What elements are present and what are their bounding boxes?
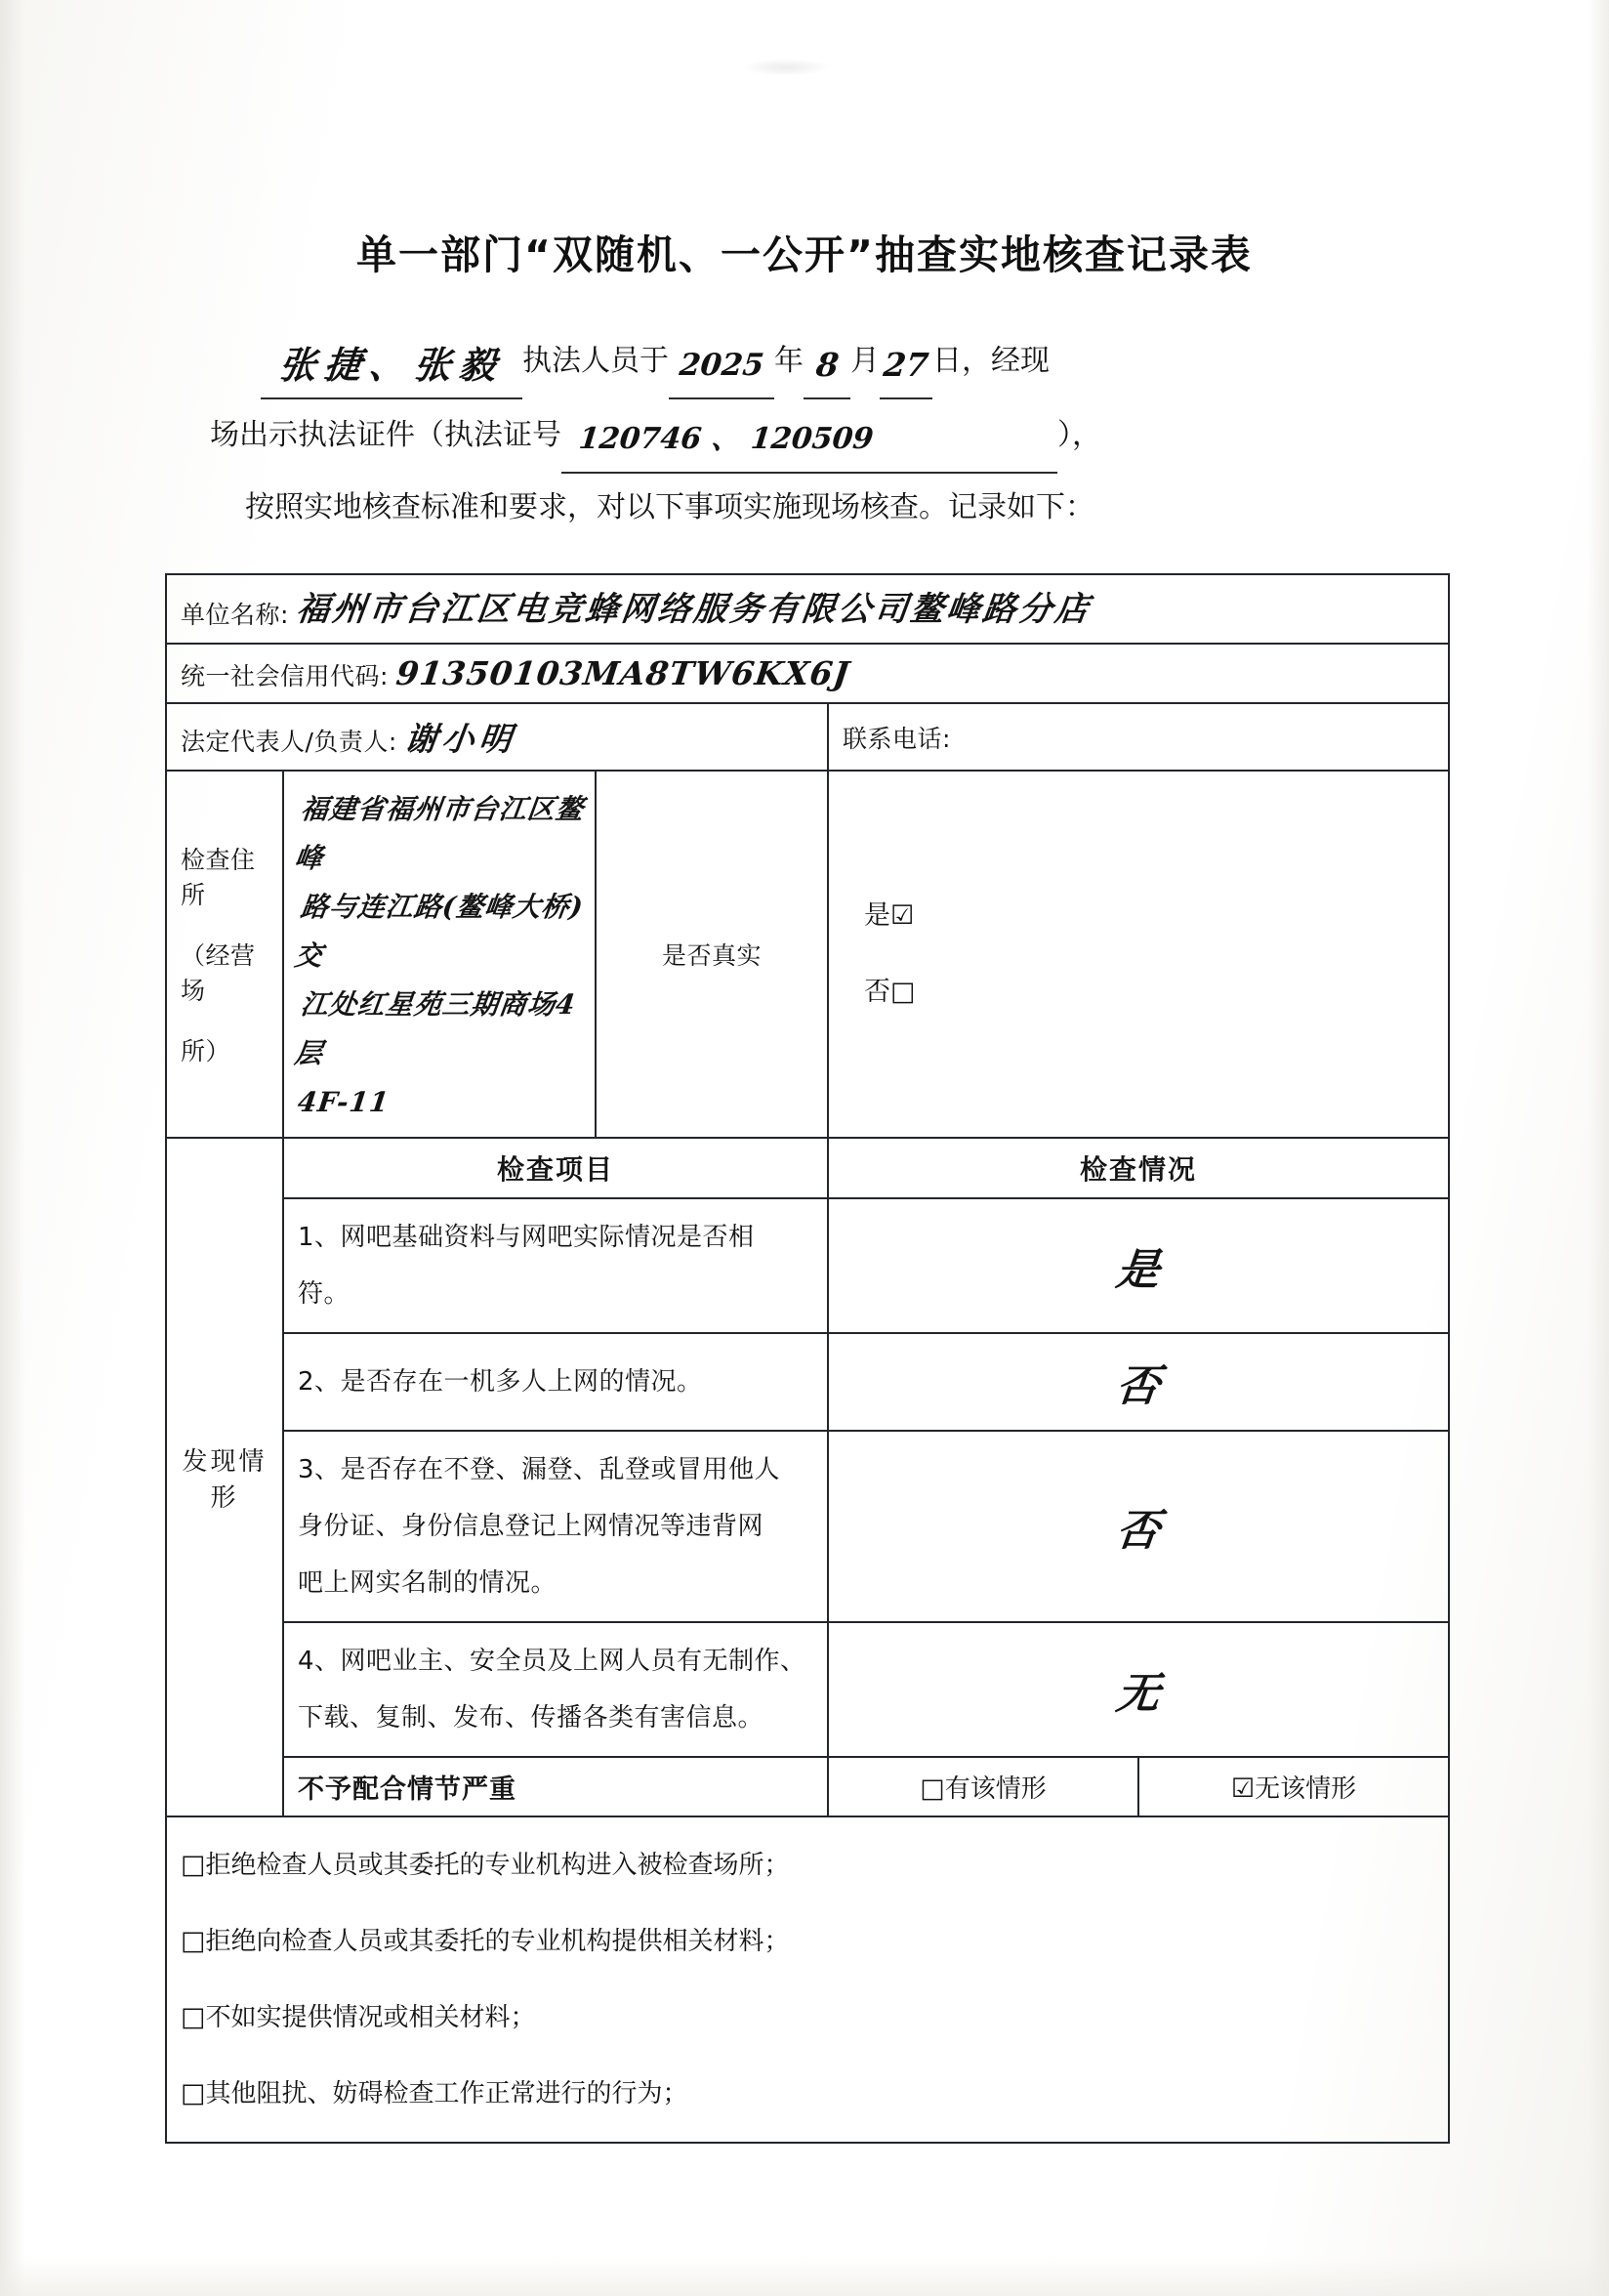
unit-name-cell bbox=[166, 574, 1449, 644]
phone-label: 联系电话: bbox=[843, 724, 951, 753]
address-value-line-3: 江处红星苑三期商场4层 bbox=[292, 988, 578, 1069]
address-label-line-2: （经营场 bbox=[181, 941, 256, 1005]
severe-has-checkbox[interactable]: □ bbox=[920, 1774, 945, 1804]
cert-number-field[interactable]: 120746 、 120509 bbox=[561, 399, 1057, 474]
refusal-item-2-checkbox[interactable]: □ bbox=[181, 1926, 206, 1956]
item-3-line-3: 吧上网实名制的情况。 bbox=[298, 1568, 557, 1598]
item-3-line-1: 3、是否存在不登、漏登、乱登或冒用他人 bbox=[298, 1455, 781, 1484]
item-4-line-1: 4、网吧业主、安全员及上网人员有无制作、 bbox=[298, 1647, 806, 1676]
refusal-item-4-checkbox[interactable]: □ bbox=[181, 2078, 206, 2108]
refusal-item-1-checkbox[interactable]: □ bbox=[181, 1850, 206, 1880]
intro-static-3: 按照实地核查标准和要求，对以下事项实施现场核查。记录如下： bbox=[245, 490, 1094, 524]
truth-options-cell bbox=[828, 771, 1449, 1138]
day-unit-label: 日，经现 bbox=[932, 344, 1050, 378]
truth-yes-checkbox[interactable]: ☑ bbox=[890, 900, 915, 931]
inspection-record-table bbox=[165, 573, 1450, 2144]
table-row-column-headers bbox=[166, 1138, 1449, 1198]
table-row-address bbox=[166, 771, 1449, 1138]
refusal-list-cell bbox=[166, 1816, 1449, 2143]
truth-label-cell bbox=[596, 771, 828, 1138]
item-4-line-2: 下载、复制、发布、传播各类有害信息。 bbox=[298, 1703, 764, 1732]
item-2-result[interactable]: 否 bbox=[823, 1333, 1455, 1431]
refusal-item-1-label: 拒绝检查人员或其委托的专业机构进入被检查场所； bbox=[205, 1851, 790, 1880]
legal-rep-cell bbox=[166, 703, 828, 771]
intro-line-1 bbox=[210, 323, 1428, 397]
address-label-cell bbox=[166, 771, 283, 1138]
unit-name-label: 单位名称: bbox=[181, 601, 289, 629]
page-title: 单一部门“双随机、一公开”抽查实地核查记录表 bbox=[356, 231, 1253, 278]
severe-has-label: 有该情形 bbox=[944, 1774, 1047, 1804]
year-field[interactable]: 2025 bbox=[669, 325, 774, 399]
severe-title: 不予配合情节严重 bbox=[283, 1757, 828, 1816]
item-2-text bbox=[283, 1333, 828, 1431]
legal-rep-value[interactable]: 谢小明 bbox=[402, 720, 518, 758]
severe-has-option[interactable] bbox=[828, 1757, 1138, 1816]
truth-no-checkbox[interactable]: □ bbox=[890, 977, 916, 1007]
col-header-item: 检查项目 bbox=[283, 1138, 828, 1198]
scan-edge-bottom bbox=[0, 2257, 1609, 2296]
month-field[interactable]: 8 bbox=[804, 325, 850, 399]
address-label-line-3: 所） bbox=[181, 1037, 231, 1065]
address-value-cell[interactable] bbox=[283, 771, 596, 1138]
severe-none-label: 无该情形 bbox=[1255, 1774, 1357, 1804]
refusal-item-3[interactable] bbox=[181, 1980, 1434, 2056]
severe-none-option[interactable] bbox=[1138, 1757, 1449, 1816]
phone-cell bbox=[828, 703, 1449, 771]
intro-line-3 bbox=[210, 472, 1428, 544]
refusal-item-2[interactable] bbox=[181, 1903, 1434, 1980]
address-value-line-2: 路与连江路(鳌峰大桥)交 bbox=[292, 891, 586, 972]
findings-label-cell bbox=[166, 1138, 283, 1816]
truth-option-yes[interactable] bbox=[864, 878, 1434, 954]
intro-line-2 bbox=[210, 397, 1428, 472]
table-row-item-1 bbox=[166, 1198, 1449, 1333]
legal-rep-label: 法定代表人/负责人: bbox=[181, 728, 397, 756]
cert-static-suffix: ）， bbox=[1057, 418, 1101, 452]
severe-none-checkbox[interactable]: ☑ bbox=[1230, 1774, 1256, 1804]
table-row-item-3 bbox=[166, 1431, 1449, 1622]
col-header-result: 检查情况 bbox=[828, 1138, 1449, 1198]
item-3-line-2: 身份证、身份信息登记上网情况等违背网 bbox=[298, 1512, 764, 1541]
table-row-item-4 bbox=[166, 1622, 1449, 1757]
refusal-item-3-checkbox[interactable]: □ bbox=[181, 2002, 206, 2032]
refusal-item-4-label: 其他阻扰、妨碍检查工作正常进行的行为； bbox=[205, 2079, 688, 2108]
truth-option-no[interactable] bbox=[864, 954, 1434, 1030]
refusal-item-4[interactable] bbox=[181, 2056, 1434, 2132]
findings-label: 发现情形 bbox=[182, 1446, 268, 1513]
intro-paragraph bbox=[0, 280, 1609, 544]
item-4-result[interactable]: 无 bbox=[821, 1622, 1457, 1757]
address-label-line-1: 检查住所 bbox=[181, 846, 256, 909]
truth-yes-label: 是 bbox=[864, 900, 890, 931]
refusal-item-1[interactable] bbox=[181, 1827, 1434, 1903]
item-3-result[interactable]: 否 bbox=[818, 1431, 1460, 1622]
address-value-line-4: 4F-11 bbox=[296, 1086, 392, 1118]
item-1-line-1: 1、网吧基础资料与网吧实际情况是否相 bbox=[298, 1223, 755, 1252]
credit-code-value[interactable]: 91350103MA8TW6KX6J bbox=[393, 654, 852, 692]
truth-no-label: 否 bbox=[864, 977, 890, 1007]
item-3-text bbox=[283, 1431, 828, 1622]
table-row-severe bbox=[166, 1757, 1449, 1816]
inspectors-field[interactable]: 张捷、张毅 bbox=[261, 325, 522, 399]
day-field[interactable]: 27 bbox=[880, 325, 932, 399]
month-unit-label: 月 bbox=[850, 344, 880, 378]
refusal-item-2-label: 拒绝向检查人员或其委托的专业机构提供相关材料； bbox=[205, 1927, 790, 1956]
table-row-item-2 bbox=[166, 1333, 1449, 1431]
item-4-text bbox=[283, 1622, 828, 1757]
table-row-legal-rep bbox=[166, 703, 1449, 771]
address-value-line-1: 福建省福州市台江区鳌峰 bbox=[292, 793, 587, 874]
cert-static-prefix: 场出示执法证件（执法证号 bbox=[210, 418, 561, 452]
refusal-item-3-label: 不如实提供情况或相关材料； bbox=[205, 2003, 536, 2032]
item-1-line-2: 符。 bbox=[298, 1279, 351, 1309]
truth-options bbox=[843, 878, 1434, 1030]
unit-name-value[interactable]: 福州市台江区电竞蜂网络服务有限公司鳌峰路分店 bbox=[294, 590, 1093, 629]
item-1-result[interactable]: 是 bbox=[821, 1198, 1457, 1333]
table-row-refusal-list bbox=[166, 1816, 1449, 2143]
item-2-line-1: 2、是否存在一机多人上网的情况。 bbox=[298, 1367, 703, 1397]
year-unit-label: 年 bbox=[774, 344, 804, 378]
credit-code-cell bbox=[166, 644, 1449, 703]
truth-label: 是否真实 bbox=[661, 941, 762, 970]
item-1-text bbox=[283, 1198, 828, 1333]
table-row-credit-code bbox=[166, 644, 1449, 703]
table-row-unit-name bbox=[166, 574, 1449, 644]
intro-static-1: 执法人员于 bbox=[522, 344, 669, 378]
credit-code-label: 统一社会信用代码: bbox=[181, 662, 389, 690]
